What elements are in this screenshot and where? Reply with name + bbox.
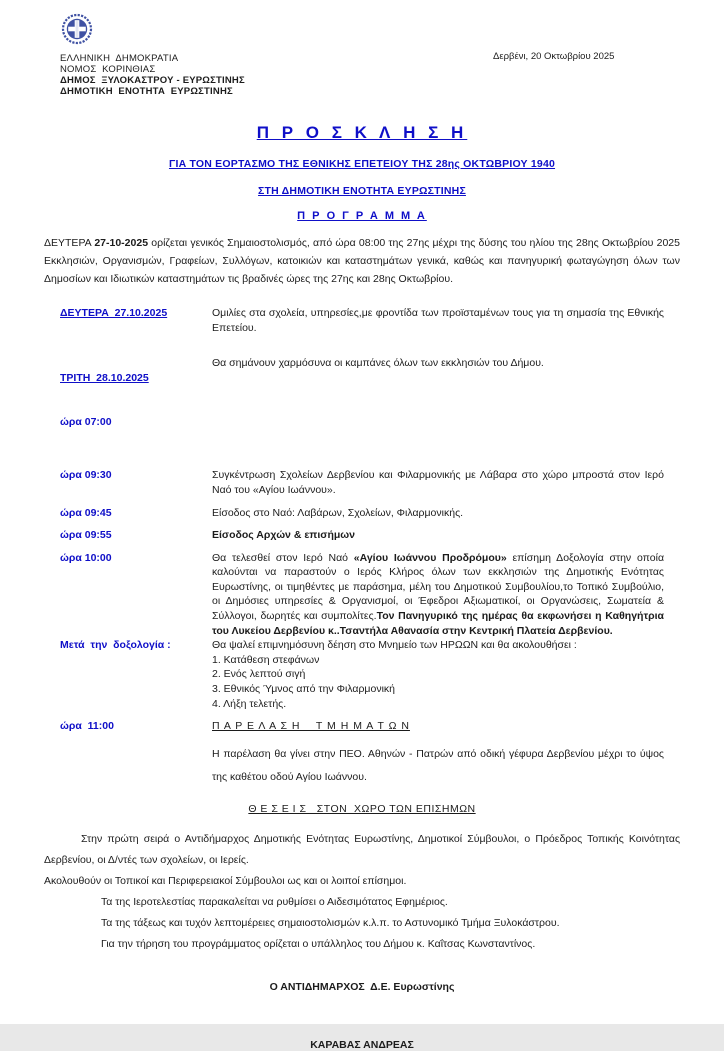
schedule-text-monday: Ομιλίες στα σχολεία, υπηρεσίες,με φροντίδα των προϊσταμένων τους για τη σημασία της Εθνικής Επετείου. [212,307,664,334]
program-schedule [60,306,664,788]
schedule-time-1100: ώρα 11:00 [60,720,114,733]
doxology-speaker: Τον Πανηγυρικό της ημέρας θα εκφωνήσει η Καθηγήτρια του Λυκείου Δερβενίου κ..Τσαντήλα Αθανασία στην Κεντρική Πλατεία Δερβενίου. [212,610,665,637]
memorial-intro: Θα ψαλεί επιμνημόσυνη δέηση στο Μνημείο των ΗΡΩΩΝ και θα ακολουθήσει : [212,639,577,652]
sender-line-country: ΕΛΛΗΝΙΚΗ ΔΗΜΟΚΡΑΤΙΑ [60,53,179,64]
officials-first-row: Στην πρώτη σειρά ο Αντιδήμαρχος Δημοτικής Ενότητας Ευρωστίνης, Δημοτικοί Σύμβουλοι, ο Πρόεδρος Τοπικής Κοινότητας Δερβενίου, οι Δ/ντές των σχολείων, οι Ιερείς. [44,832,680,866]
note-police: Τα της τάξεως και τυχόν λεπτομέρειες σημαιοστολισμών κ.λ.π. το Αστυνομικό Τμήμα Ξυλοκάστρου. [101,916,560,929]
signature-name: ΚΑΡΑΒΑΣ ΑΝΔΡΕΑΣ [310,1038,414,1051]
signature-title: Ο ΑΝΤΙΔΗΜΑΡΧΟΣ Δ.Ε. Ευρωστίνης [269,980,455,993]
schedule-time-0955: ώρα 09:55 [60,529,112,542]
schedule-text-0955: Είσοδος Αρχών & επισήμων [212,529,355,542]
officials-heading: Θ Ε Σ Ε Ι Σ ΣΤΟΝ ΧΩΡΟ ΤΩΝ ΕΠΙΣΗΜΩΝ [248,802,476,815]
intro-day: ΔΕΥΤΕΡΑ [44,237,95,249]
officials-notes [44,829,680,955]
schedule-text-0945: Είσοδος στο Ναό: Λαβάρων, Σχολείων, Φιλαρμονικής. [212,506,464,519]
memorial-item-2: 2. Ενός λεπτού σιγή [212,668,306,681]
schedule-row-monday [60,306,664,335]
sender-line-municipality: ΔΗΜΟΣ ΞΥΛΟΚΑΣΤΡΟΥ - ΕΥΡΩΣΤΙΝΗΣ [60,75,245,86]
subtitle-municipal-unit: ΣΤΗ ΔΗΜΟΤΙΚΗ ΕΝΟΤΗΤΑ ΕΥΡΩΣΤΙΝΗΣ [258,185,466,197]
schedule-time-0700: ώρα 07:00 [60,415,112,428]
intro-date: 27-10-2025 [94,237,149,249]
officials-following: Ακολουθούν οι Τοπικοί και Περιφερειακοί Σύμβουλοι ως και οι λοιποί επίσημοι. [44,874,407,887]
schedule-row-after-doxology [60,638,664,711]
document-date: Δερβένι, 20 Οκτωβρίου 2025 [493,51,615,62]
schedule-date-monday: ΔΕΥΤΕΡΑ 27.10.2025 [60,307,168,320]
note-liturgy: Τα της Ιεροτελεστίας παρακαλείται να ρυθμίσει ο Αιδεσιμότατος Εφημέριος. [101,895,448,908]
schedule-date-tuesday: ΤΡΙΤΗ 28.10.2025 [60,371,149,384]
schedule-time-1000: ώρα 10:00 [60,551,112,564]
schedule-text-1000 [212,551,664,639]
schedule-text-0930: Συγκέντρωση Σχολείων Δερβενίου και Φιλαρμονικής με Λάβαρα στο χώρο μπροστά στον Ιερό Ναό του «Αγίου Ιωάννου». [212,469,664,496]
schedule-row-0930 [60,468,664,497]
doxology-church-name: «Αγίου Ιωάννου Προδρόμου» [353,551,507,564]
parade-heading: Π Α Ρ Ε Λ Α Σ Η Τ Μ Η Μ Α Τ Ω Ν [212,720,410,733]
schedule-time-0930: ώρα 09:30 [60,469,112,482]
schedule-row-1000 [60,551,664,639]
schedule-time-0945: ώρα 09:45 [60,506,112,519]
page-title: Π Ρ Ο Σ Κ Λ Η Σ Η [256,123,468,142]
sender-line-unit: ΔΗΜΟΤΙΚΗ ΕΝΟΤΗΤΑ ΕΥΡΩΣΤΙΝΗΣ [60,86,233,97]
schedule-row-tuesday-0700 [60,342,664,459]
doxology-text-1: Θα τελεσθεί στον Ιερό Ναό [212,551,354,564]
intro-rest: ορίζεται γενικός Σημαιοστολισμός, από ώρα 08:00 της 27ης μέχρι της δύσης του ηλίου της 28ης Οκτωβρίου 2025 Εκκλησιών, Οργανισμών, Γραφείων, Συλλόγων, κατοικιών και καταστημάτων γενικά, καθώς και πανηγυρική φωταγώγηση όλων των Δημοσίων και Ιδιωτικών καταστημάτων τις βραδινές ώρες της 27ης και 28ης Οκτωβρίου. [44,237,680,285]
doxology-text-2: επίσημη Δοξολογία στην οποία καλούνται να παραστούν ο Ιερός Κλήρος όλων των εκκλησιών της Δημοτικής Ενότητας Ευρωστίνης, οι τιμηθέντες με παράσημα, μέλη του Δημοτικού Συμβουλίου,το Τοπικό Συμβούλιο, οι Δημόσιες υπηρεσίες & Οργανισμοί, οι Έφεδροι Αξιωματικοί, οι Οργανώσεις, Σωματεία & Σύλλογοι, δωρητές και συμπολίτες. [212,551,665,623]
subtitle-anniversary: ΓΙΑ ΤΟΝ ΕΟΡΤΑΣΜΟ ΤΗΣ ΕΘΝΙΚΗΣ ΕΠΕΤΕΙΟΥ ΤΗΣ 28ης ΟΚΤΩΒΡΙΟΥ 1940 [168,158,556,170]
program-heading: Π Ρ Ο Γ Ρ Α Μ Μ Α [297,210,427,222]
memorial-item-3: 3. Εθνικός Ύμνος από την Φιλαρμονική [212,683,395,696]
sender-line-prefecture: ΝΟΜΟΣ ΚΟΡΙΝΘΙΑΣ [60,64,156,75]
flag-decoration-paragraph [44,235,680,288]
schedule-label-after-doxology: Μετά την δοξολογία : [60,639,171,652]
memorial-item-4: 4. Λήξη τελετής. [212,697,287,710]
memorial-list [212,638,664,711]
memorial-item-1: 1. Κατάθεση στεφάνων [212,653,320,666]
schedule-row-0945 [60,506,664,521]
parade-route-text: Η παρέλαση θα γίνει στην ΠΕΟ. Αθηνών - Πατρών από οδική γέφυρα Δερβενίου μέχρι το ύψος της καθέτου οδού Αγίου Ιωάννου. [212,747,664,783]
letterhead [60,0,664,97]
schedule-text-0700: Θα σημάνουν χαρμόσυνα οι καμπάνες όλων των εκκλησιών του Δήμου. [212,357,544,370]
parade-block [212,719,664,789]
greek-republic-emblem-icon [62,14,92,44]
schedule-row-1100 [60,719,664,789]
schedule-row-0955 [60,528,664,543]
note-program-supervisor: Για την τήρηση του προγράμματος ορίζεται ο υπάλληλος του Δήμου κ. Καΐτσας Κωνσταντίνος. [101,937,536,950]
